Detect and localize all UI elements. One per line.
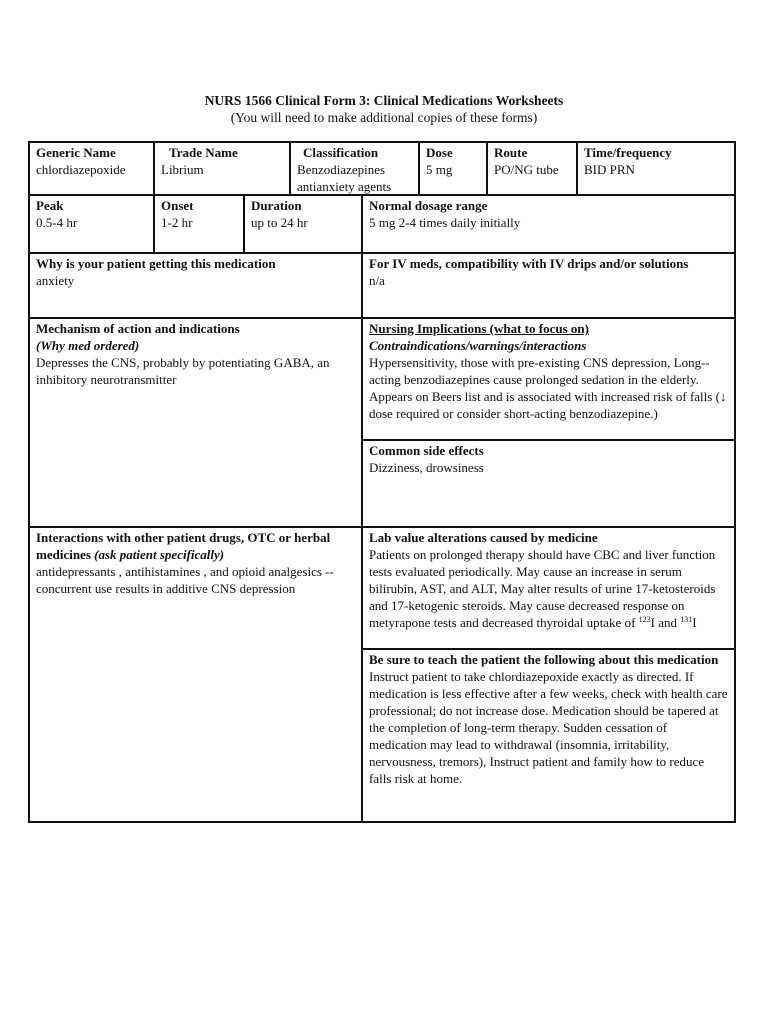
route-label: Route [494,145,528,160]
nursing-cell [363,320,734,422]
generic-name-label: Generic Name [36,145,116,160]
isotope-2-mass: 131 [680,615,693,624]
classification-value: Benzodiazepines antianxiety agents [297,162,392,194]
teach-cell [363,651,734,787]
route-cell [488,144,576,178]
classification-label: Classification [303,145,379,160]
classification-cell [291,144,418,195]
time-frequency-value: BID PRN [584,162,635,177]
time-frequency-cell [578,144,734,178]
generic-name-cell [30,144,153,178]
dose-cell [420,144,486,178]
why-cell [30,255,361,289]
route-value: PO/NG tube [494,162,559,177]
teach-value: Instruct patient to take chlordiazepoxide exactly as directed. If medication is less effective after a few weeks, check with health care professional; do not increase dose. Medication should be tapered at the completion of long-term therapy. Sudden cessation of medication may lead to withdrawal (insomnia, irritability, nervousness, tremors), Instruct patient and family how to reduce falls risk at home. [369,669,728,786]
onset-value: 1-2 hr [161,215,193,230]
isotope-1-mass: 123 [638,615,651,624]
lab-cell [363,529,734,631]
side-effects-cell [363,442,734,476]
side-effects-label: Common side effects [369,443,484,458]
page-title: NURS 1566 Clinical Form 3: Clinical Medications Worksheets [204,93,564,108]
interactions-value: antidepressants , antihistamines , and opioid analgesics --concurrent use results in additive CNS depression [36,564,334,596]
mechanism-cell [30,320,361,388]
interactions-sublabel: (ask patient specifically) [94,547,225,562]
nursing-label: Nursing Implications (what to focus on) [369,321,589,336]
lab-label: Lab value alterations caused by medicine [369,530,598,545]
duration-cell [245,197,361,231]
normal-dosage-label: Normal dosage range [369,198,488,213]
iv-label: For IV meds, compatibility with IV drips and/or solutions [369,256,689,271]
generic-name-value: chlordiazepoxide [36,162,126,177]
trade-name-label: Trade Name [169,145,238,160]
trade-name-cell [155,144,289,178]
mechanism-label: Mechanism of action and indications [36,321,240,336]
peak-value: 0.5-4 hr [36,215,78,230]
peak-cell [30,197,153,231]
interactions-label: Interactions with other patient drugs, OTC or herbal medicines [36,530,331,562]
why-value: anxiety [36,273,75,288]
nursing-value: Hypersensitivity, those with pre-existing CNS depression, Long--acting benzodiazepines cause prolonged sedation in the elderly. Appears on Beers list and is associated with increased risk of falls (↓ dose required or consider short-acting benzodiazepine.) [369,355,727,421]
trade-name-value: Librium [161,162,204,177]
duration-label: Duration [251,198,302,213]
normal-dosage-value: 5 mg 2-4 times daily initially [369,215,521,230]
side-effects-value: Dizziness, drowsiness [369,460,484,475]
normal-dosage-cell [363,197,734,231]
iv-value: n/a [369,273,385,288]
duration-value: up to 24 hr [251,215,308,230]
dose-label: Dose [426,145,453,160]
mechanism-value: Depresses the CNS, probably by potentiating GABA, an inhibitory neurotransmitter [36,355,330,387]
peak-label: Peak [36,198,64,213]
time-frequency-label: Time/frequency [584,145,672,160]
why-label: Why is your patient getting this medication [36,256,276,271]
interactions-cell [30,529,361,597]
lab-value: Patients on prolonged therapy should have CBC and liver function tests evaluated periodically. May cause an increase in serum bilirubin, AST, and ALT, May alter results of urine 17-ketosteroids and 17-ketogenic steroids. May cause decreased response on metyrapone tests and decreased thyroidal uptake of $^{123}$I and $^{131}$I [369,547,716,630]
onset-cell [155,197,243,231]
dose-value: 5 mg [426,162,453,177]
mechanism-sublabel: (Why med ordered) [36,338,140,353]
teach-label: Be sure to teach the patient the following about this medication [369,652,719,667]
nursing-sublabel: Contraindications/warnings/interactions [369,338,587,353]
page-subtitle: (You will need to make additional copies of these forms) [230,110,538,125]
iv-cell [363,255,734,289]
onset-label: Onset [161,198,194,213]
